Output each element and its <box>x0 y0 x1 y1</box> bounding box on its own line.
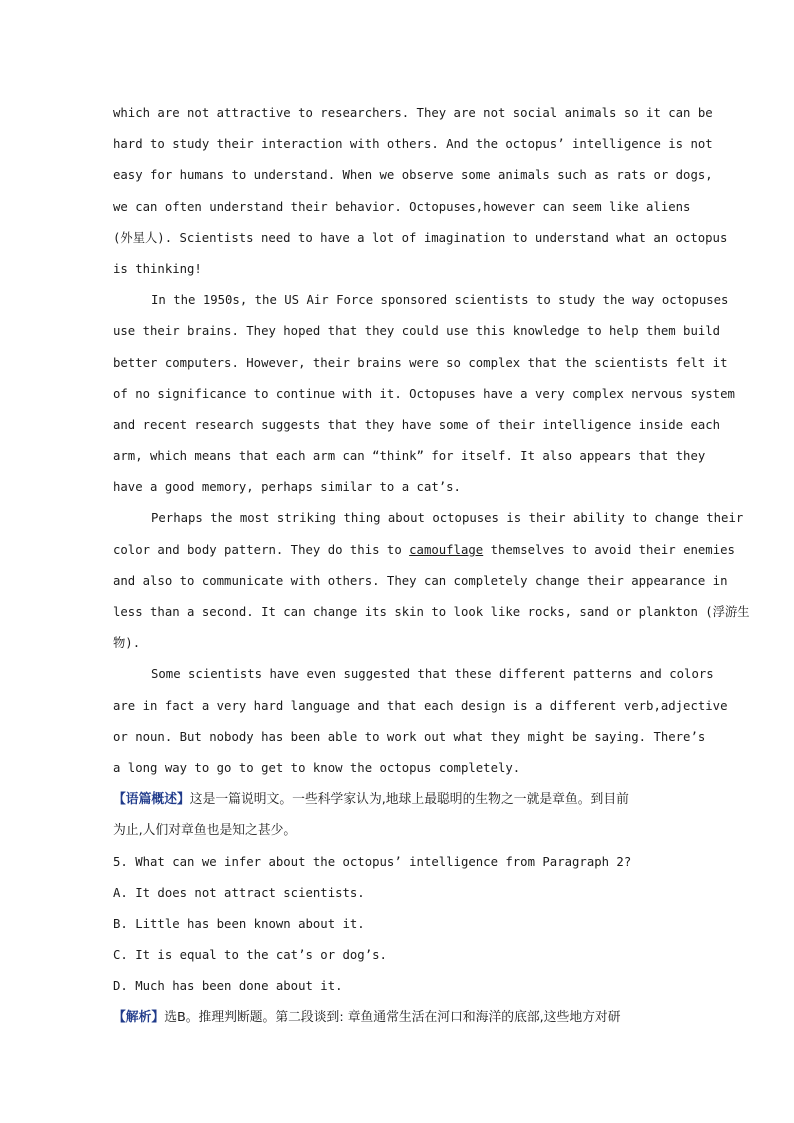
paragraph-3 <box>113 503 750 659</box>
summary-section <box>113 784 681 846</box>
option-c: C. It is equal to the cat’s or dog’s. <box>113 948 387 963</box>
summary-line: 为止,人们对章鱼也是知之甚少。 <box>113 823 297 839</box>
text-line: less than a second. It can change its skin to look like rocks, sand or plankton (浮游生 <box>113 605 750 619</box>
underlined-word: camouflage <box>409 542 484 557</box>
text-line: of no significance to continue with it. Octopuses have a very complex nervous system <box>113 386 735 401</box>
analysis-tag: 【解析】 <box>113 1010 165 1026</box>
analysis-text: 选B。推理判断题。第二段谈到: 章鱼通常生活在河口和海洋的底部,这些地方对研 <box>164 1010 621 1026</box>
text-segment: themselves to avoid their enemies <box>483 542 735 557</box>
text-line: 物). <box>113 636 141 651</box>
text-line: easy for humans to understand. When we observe some animals such as rats or dogs, <box>113 168 713 183</box>
option-b: B. Little has been known about it. <box>113 916 365 931</box>
paragraph-1 <box>113 98 728 285</box>
text-line <box>113 535 735 566</box>
analysis-line <box>113 1002 681 1033</box>
summary-line <box>113 784 681 815</box>
text-line: In the 1950s, the US Air Force sponsored scientists to study the way octopuses <box>151 293 729 308</box>
text-segment: color and body pattern. They do this to <box>113 542 410 557</box>
text-line: which are not attractive to researchers. They are not social animals so it can be <box>113 106 713 120</box>
text-line: hard to study their interaction with others. And the octopus’ intelligence is not <box>113 137 713 152</box>
text-line: arm, which means that each arm can “think” for itself. It also appears that they <box>113 449 706 464</box>
text-line: is thinking! <box>113 261 202 276</box>
text-line: we can often understand their behavior. Octopuses,however can seem like aliens <box>113 199 691 214</box>
question-stem: 5. What can we infer about the octopus’ intelligence from Paragraph 2? <box>113 854 632 869</box>
text-line: use their brains. They hoped that they could use this knowledge to help them build <box>113 324 721 339</box>
paragraph-4 <box>113 659 728 784</box>
option-d: D. Much has been done about it. <box>113 979 343 994</box>
summary-text: 这是一篇说明文。一些科学家认为,地球上最聪明的生物之一就是章鱼。到目前 <box>189 792 629 808</box>
text-line: (外星人). Scientists need to have a lot of imagination to understand what an octopus <box>113 230 728 245</box>
option-a: A. It does not attract scientists. <box>113 885 365 900</box>
text-line: are in fact a very hard language and that each design is a different verb,adjective <box>113 698 728 713</box>
text-line: and recent research suggests that they have some of their intelligence inside each <box>113 417 721 432</box>
text-line: better computers. However, their brains were so complex that the scientists felt it <box>113 355 728 370</box>
paragraph-2 <box>113 285 735 503</box>
summary-tag: 【语篇概述】 <box>113 792 190 808</box>
text-line: and also to communicate with others. They can completely change their appearance in <box>113 573 728 588</box>
text-line: Perhaps the most striking thing about octopuses is their ability to change their <box>151 511 744 526</box>
text-line: or noun. But nobody has been able to work out what they might be saying. There’s <box>113 729 706 744</box>
document-page <box>113 98 750 1034</box>
text-line: Some scientists have even suggested that these different patterns and colors <box>151 667 714 682</box>
text-line: a long way to go to get to know the octopus completely. <box>113 760 521 775</box>
text-line: have a good memory, perhaps similar to a cat’s. <box>113 480 461 495</box>
analysis-section <box>113 1002 681 1033</box>
question-section <box>113 847 681 1003</box>
